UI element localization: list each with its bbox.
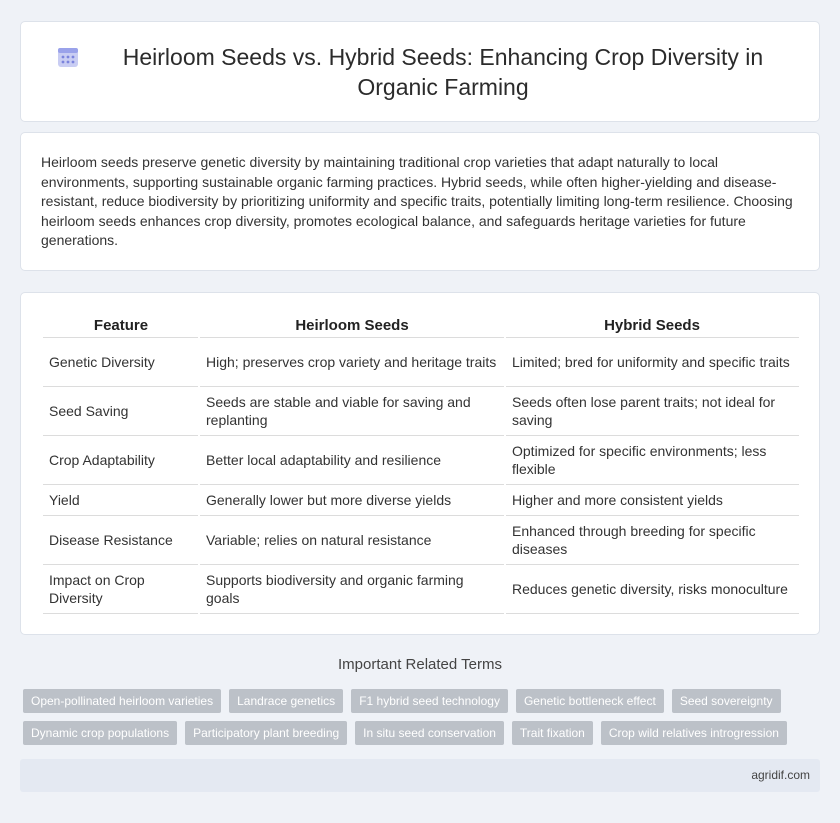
hybrid-cell: Enhanced through breeding for specific diseases xyxy=(505,515,799,564)
tag-f1-hybrid-seed-technology[interactable]: F1 hybrid seed technology xyxy=(351,689,508,713)
tag-row xyxy=(23,689,823,713)
feature-cell: Crop Adaptability xyxy=(43,435,199,484)
related-terms-title: Important Related Terms xyxy=(338,656,502,673)
hybrid-cell: Reduces genetic diversity, risks monoculture xyxy=(505,564,799,613)
calendar-grid-icon xyxy=(57,46,79,68)
tag-dynamic-crop-populations[interactable]: Dynamic crop populations xyxy=(23,721,177,745)
header-card xyxy=(20,21,820,122)
heirloom-cell: Variable; relies on natural resistance xyxy=(199,515,505,564)
tag-crop-wild-relatives-introgression[interactable]: Crop wild relatives introgression xyxy=(601,721,787,745)
heirloom-cell: Seeds are stable and viable for saving and replanting xyxy=(199,386,505,435)
heirloom-cell: High; preserves crop variety and heritage traits xyxy=(199,337,505,386)
table-row xyxy=(43,337,799,386)
hybrid-cell: Limited; bred for uniformity and specific traits xyxy=(505,337,799,386)
title-wrap xyxy=(40,42,800,102)
heirloom-cell: Better local adaptability and resilience xyxy=(199,435,505,484)
column-header-heirloom: Heirloom Seeds xyxy=(199,313,505,337)
tag-open-pollinated-heirloom-varieties[interactable]: Open-pollinated heirloom varieties xyxy=(23,689,221,713)
column-header-hybrid: Hybrid Seeds xyxy=(505,313,799,337)
tag-seed-sovereignty[interactable]: Seed sovereignty xyxy=(672,689,781,713)
hybrid-cell: Higher and more consistent yields xyxy=(505,484,799,515)
footer-site-link[interactable]: agridif.com xyxy=(751,768,810,782)
tag-genetic-bottleneck-effect[interactable]: Genetic bottleneck effect xyxy=(516,689,664,713)
table-row xyxy=(43,386,799,435)
hybrid-cell: Seeds often lose parent traits; not ideal for saving xyxy=(505,386,799,435)
tag-participatory-plant-breeding[interactable]: Participatory plant breeding xyxy=(185,721,347,745)
footer-bar xyxy=(20,759,820,792)
table-row xyxy=(43,564,799,613)
tag-row xyxy=(23,721,823,745)
table-row xyxy=(43,435,799,484)
hybrid-cell: Optimized for specific environments; less flexible xyxy=(505,435,799,484)
column-header-feature: Feature xyxy=(43,313,199,337)
intro-paragraph: Heirloom seeds preserve genetic diversity by maintaining traditional crop varieties that adapt naturally to local environments, supporting sustainable organic farming practices. Hybrid seeds, while often higher-yielding and disease-resistant, reduce biodiversity by prioritizing uniformity and specific traits, potentially limiting long-term resilience. Choosing heirloom seeds enhances crop diversity, promotes ecological balance, and safeguards heritage varieties for future generations. xyxy=(41,154,793,248)
table-row xyxy=(43,515,799,564)
heirloom-cell: Generally lower but more diverse yields xyxy=(199,484,505,515)
feature-cell: Disease Resistance xyxy=(43,515,199,564)
comparison-card xyxy=(20,292,820,635)
feature-cell: Yield xyxy=(43,484,199,515)
comparison-table xyxy=(43,313,799,614)
tag-landrace-genetics[interactable]: Landrace genetics xyxy=(229,689,343,713)
tag-in-situ-seed-conservation[interactable]: In situ seed conservation xyxy=(355,721,504,745)
feature-cell: Seed Saving xyxy=(43,386,199,435)
intro-card xyxy=(20,132,820,271)
table-row xyxy=(43,484,799,515)
page-title: Heirloom Seeds vs. Hybrid Seeds: Enhancing Crop Diversity in Organic Farming xyxy=(122,43,764,100)
table-header-row xyxy=(43,313,799,337)
feature-cell: Genetic Diversity xyxy=(43,337,199,386)
heirloom-cell: Supports biodiversity and organic farming goals xyxy=(199,564,505,613)
feature-cell: Impact on Crop Diversity xyxy=(43,564,199,613)
tag-trait-fixation[interactable]: Trait fixation xyxy=(512,721,593,745)
related-terms-tags xyxy=(23,689,823,753)
